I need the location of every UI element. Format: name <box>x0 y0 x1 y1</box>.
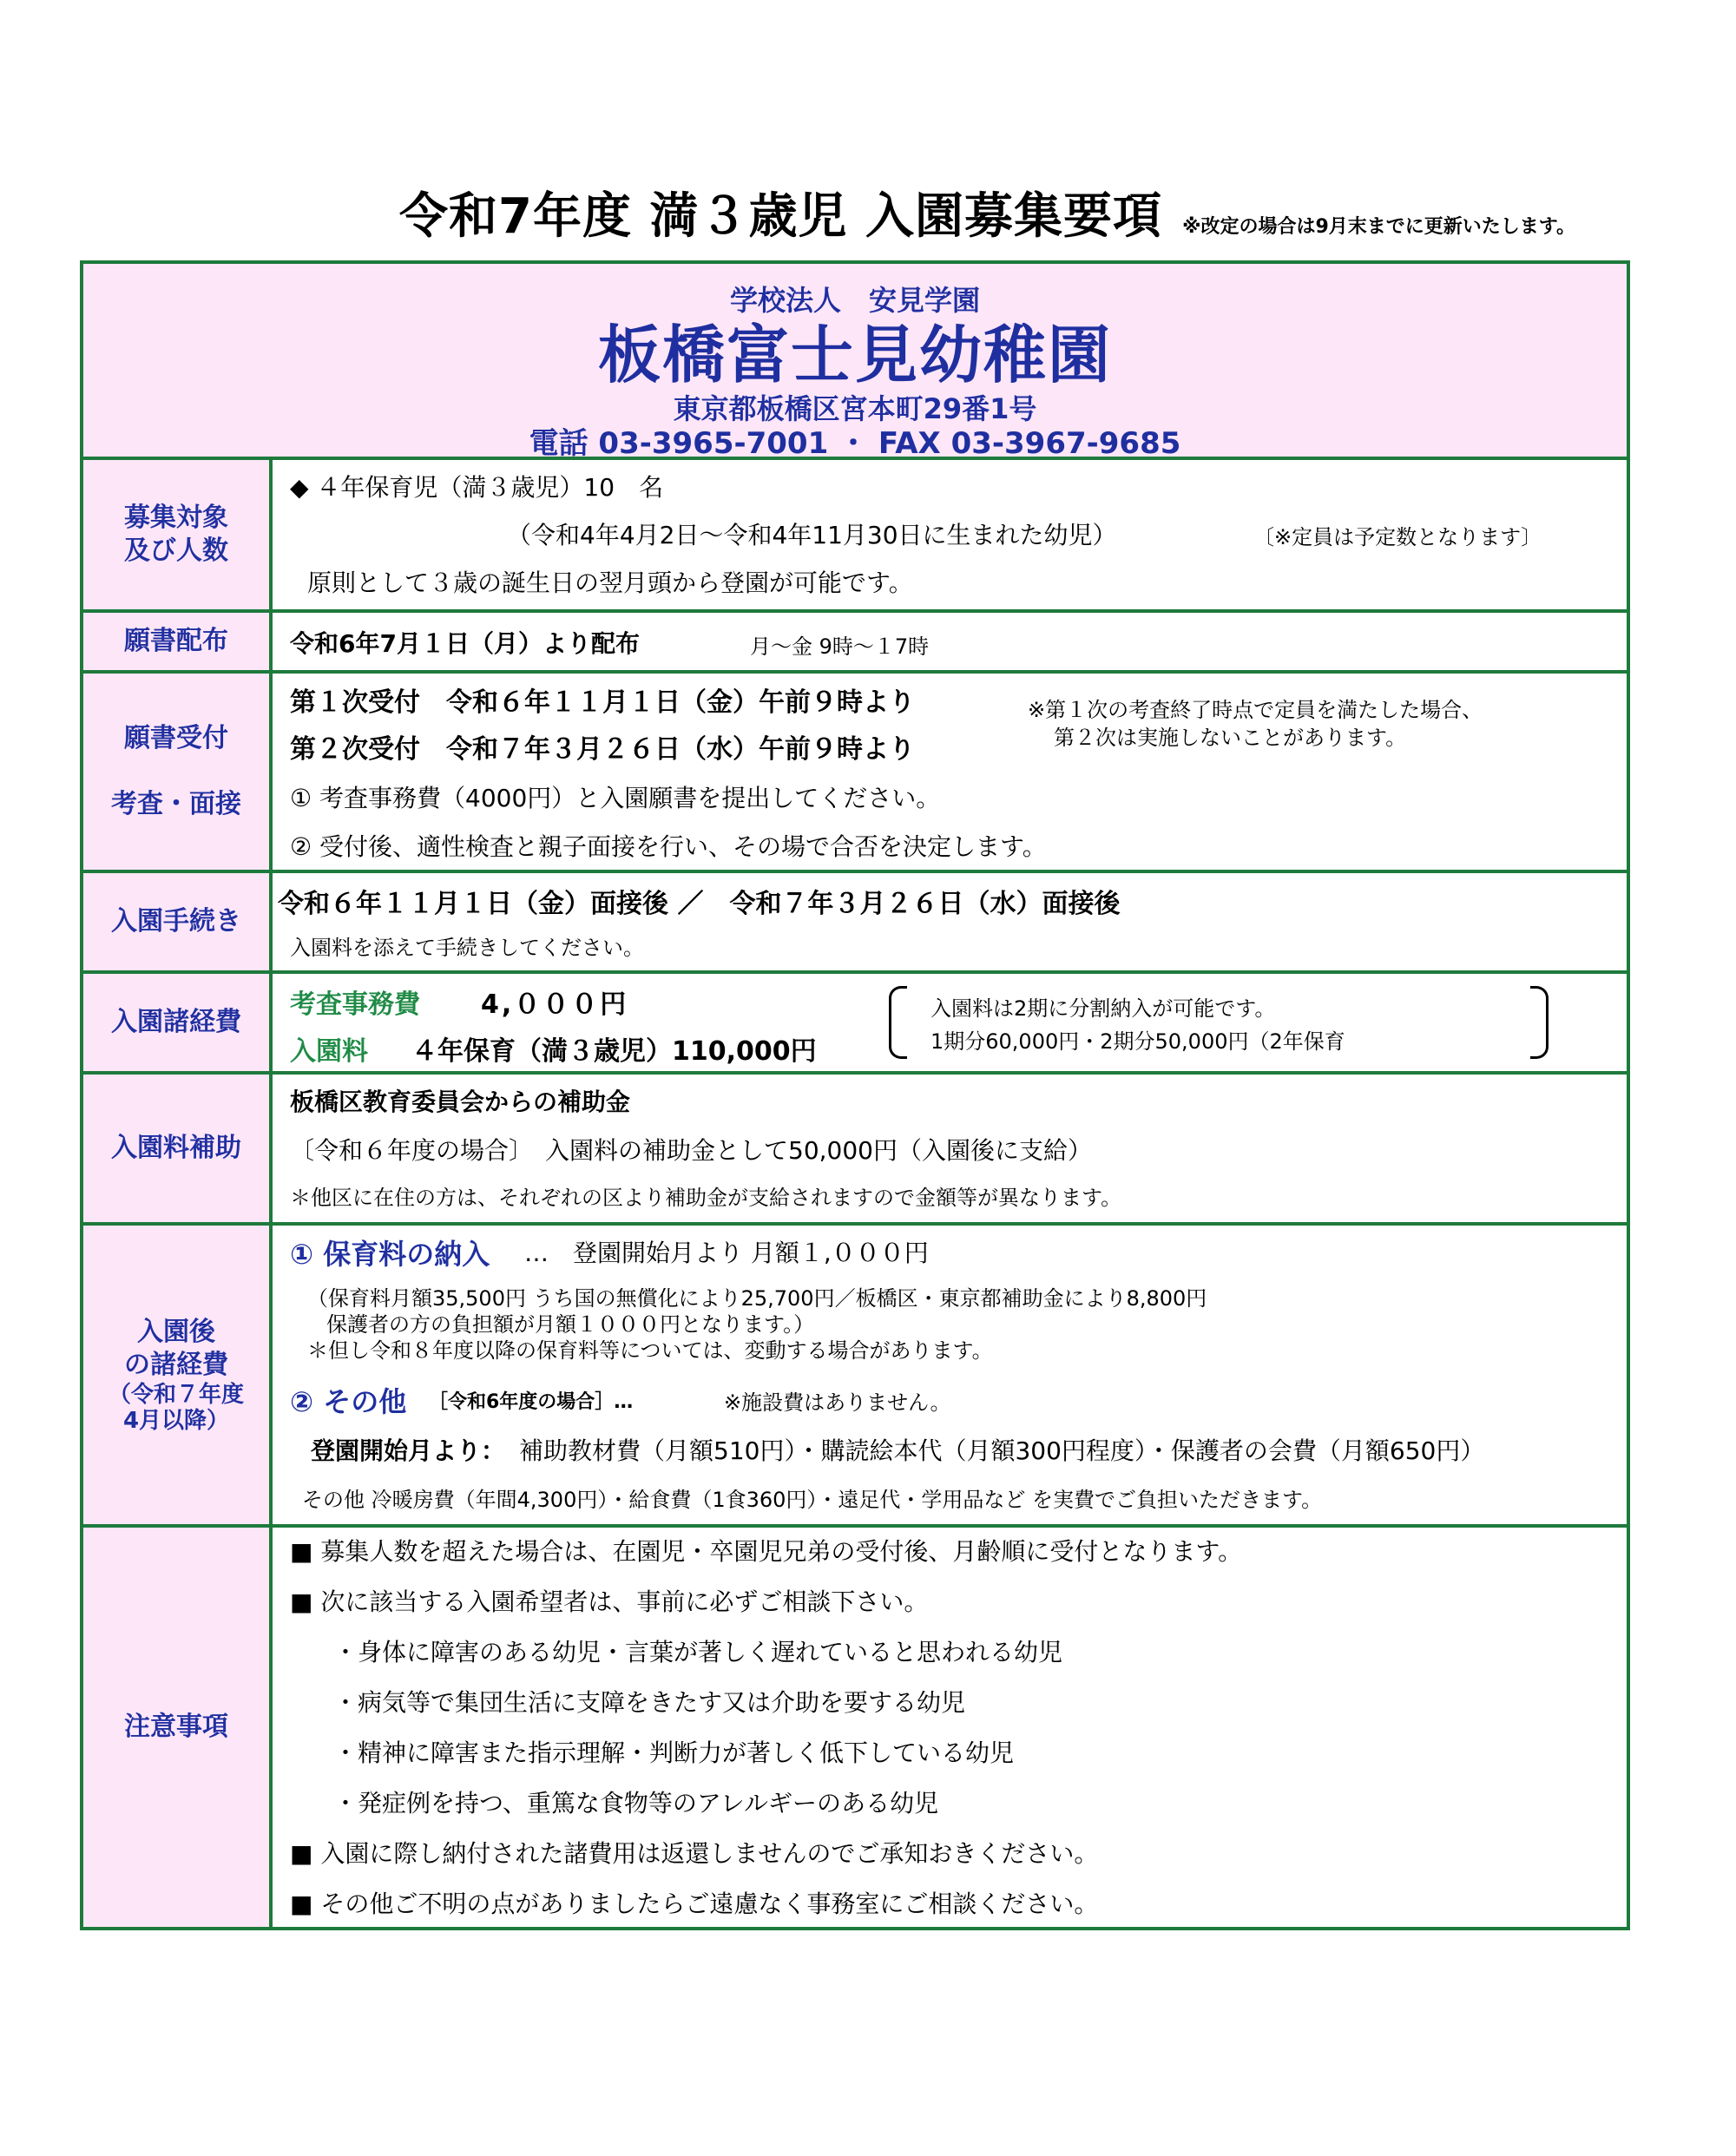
row-target <box>83 460 1627 613</box>
childcare-fee-note-1: （保育料月額35,500円 うち国の無償化により25,700円／板橋区・東京都補助金により8,800円 <box>307 1286 1207 1311</box>
row-acceptance <box>83 674 1627 873</box>
acceptance-step-2: ② 受付後、適性検査と親子面接を行い、その場で合否を決定します。 <box>290 832 1047 861</box>
note-subitem: ・精神に障害また指示理解・判断力が著しく低下している幼児 <box>333 1739 1015 1767</box>
content-fees <box>273 974 1627 1071</box>
school-contact: 電話 03-3965-7001 ・ FAX 03-3967-9685 <box>529 426 1181 461</box>
school-header <box>83 264 1627 460</box>
subsidy-line-3: ＊他区に在住の方は、それぞれの区より補助金が支給されますので金額等が異なります。 <box>290 1186 1122 1210</box>
content-acceptance <box>273 674 1627 870</box>
label-distribution: 願書配布 <box>83 613 273 670</box>
target-line-3: 原則として３歳の誕生日の翌月頭から登園が可能です。 <box>307 569 913 597</box>
content-notes <box>273 1528 1627 1927</box>
school-corporation: 学校法人 安見学園 <box>729 284 980 317</box>
note-item: ■ その他ご不明の点がありましたらご遠慮なく事務室にご相談ください。 <box>290 1890 1099 1918</box>
label-after-3: （令和７年度 <box>108 1382 244 1408</box>
acceptance-note-1: ※第１次の考査終了時点で定員を満たした場合、 <box>1028 698 1483 722</box>
acceptance-second: 第２次受付 令和７年３月２６日（水）午前９時より <box>290 734 915 765</box>
label-target-2: 及び人数 <box>124 536 228 566</box>
label-target-1: 募集対象 <box>124 503 228 533</box>
childcare-fee-rest: … 登園開始月より 月額１,０００円 <box>524 1239 929 1267</box>
page-title: 令和7年度 満３歳児 入園募集要項 <box>399 188 1162 245</box>
label-acceptance-2: 考査・面接 <box>111 789 241 819</box>
childcare-fee-note-3: ＊但し令和８年度以降の保育料等については、変動する場合があります。 <box>307 1338 993 1363</box>
label-after-1: 入園後 <box>136 1317 215 1347</box>
content-target <box>273 460 1627 609</box>
subsidy-line-1: 板橋区教育委員会からの補助金 <box>290 1088 631 1116</box>
installment-note-2: 1期分60,000円・2期分50,000円（2年保育 <box>930 1029 1345 1054</box>
bracket-left <box>889 986 907 1059</box>
childcare-fee-note-2: 保護者の方の負担額が月額１０００円となります。） <box>326 1312 815 1337</box>
label-after-4: 4月以降） <box>122 1408 230 1434</box>
actual-cost-fees: その他 冷暖房費（年間4,300円）・給食費（1食360円）・遠足代・学用品など を実費でご負担いただきます。 <box>302 1488 1323 1512</box>
row-fees <box>83 974 1627 1075</box>
school-address: 東京都板橋区宮本町29番1号 <box>673 392 1037 425</box>
note-subitem: ・病気等で集団生活に支障をきたす又は介助を要する幼児 <box>333 1688 966 1717</box>
facility-fee-note: ※施設費はありません。 <box>724 1390 951 1415</box>
target-line-2: （令和4年4月2日〜令和4年11月30日に生まれた幼児） <box>507 521 1117 549</box>
target-line-1: ◆ ４年保育児（満３歳児）10 名 <box>290 473 664 502</box>
other-fees-title: ② その他 <box>290 1385 407 1418</box>
label-acceptance <box>83 674 273 870</box>
distribution-date: 令和6年7月１日（月）より配布 <box>290 629 640 658</box>
exam-fee-value: 4,０００円 <box>481 989 629 1020</box>
recruitment-table <box>80 260 1630 1930</box>
target-capacity-note: 〔※定員は予定数となります〕 <box>1253 525 1542 549</box>
label-fees: 入園諸経費 <box>83 974 273 1071</box>
subsidy-line-2: 〔令和６年度の場合〕 入園料の補助金として50,000円（入園後に支給） <box>290 1136 1092 1165</box>
label-after-entry <box>83 1226 273 1524</box>
distribution-hours: 月〜金 9時〜１7時 <box>750 634 930 659</box>
label-target <box>83 460 273 609</box>
label-after-2: の諸経費 <box>123 1350 228 1380</box>
content-distribution <box>273 613 1627 670</box>
entry-fee-value: ４年保育（満３歳児）110,000円 <box>411 1036 817 1067</box>
row-procedure <box>83 873 1627 974</box>
monthly-fees: 補助教材費（月額510円）・購読絵本代（月額300円程度）・保護者の会費（月額650円） <box>519 1436 1485 1465</box>
monthly-fees-lead: 登園開始月より： <box>311 1436 506 1465</box>
note-item: ■ 次に該当する入園希望者は、事前に必ずご相談下さい。 <box>290 1587 929 1616</box>
label-procedure: 入園手続き <box>83 873 273 970</box>
installment-note <box>889 986 1549 1059</box>
title-note: ※改定の場合は9月末までに更新いたします。 <box>1182 216 1575 238</box>
note-item: ■ 入園に際し納付された諸費用は返還しませんのでご承知おきください。 <box>290 1839 1099 1868</box>
procedure-instruction: 入園料を添えて手続きしてください。 <box>290 936 644 960</box>
row-distribution <box>83 613 1627 674</box>
row-subsidy <box>83 1075 1627 1226</box>
procedure-dates: 令和６年１１月１日（金）面接後 ／ 令和７年３月２６日（水）面接後 <box>278 889 1121 919</box>
installment-note-1: 入園料は2期に分割納入が可能です。 <box>930 996 1276 1021</box>
label-notes: 注意事項 <box>83 1528 273 1927</box>
content-procedure <box>273 873 1627 970</box>
other-fees-tag: ［令和6年度の場合］… <box>429 1391 634 1413</box>
row-notes <box>83 1528 1627 1927</box>
content-subsidy <box>273 1075 1627 1222</box>
bracket-right <box>1530 986 1549 1059</box>
note-subitem: ・発症例を持つ、重篤な食物等のアレルギーのある幼児 <box>333 1789 939 1817</box>
title-row <box>399 178 1701 247</box>
label-subsidy: 入園料補助 <box>83 1075 273 1222</box>
acceptance-first: 第１次受付 令和６年１１月１日（金）午前９時より <box>290 687 915 718</box>
note-item: ■ 募集人数を超えた場合は、在園児・卒園児兄弟の受付後、月齢順に受付となります。 <box>290 1537 1243 1566</box>
row-after-entry <box>83 1226 1627 1528</box>
entry-fee-label: 入園料 <box>290 1036 368 1067</box>
acceptance-step-1: ① 考査事務費（4000円）と入園願書を提出してください。 <box>290 784 941 812</box>
acceptance-note-2: 第２次は実施しないことがあります。 <box>1054 726 1407 750</box>
label-acceptance-1: 願書受付 <box>124 723 228 753</box>
content-after-entry <box>273 1226 1627 1524</box>
exam-fee-label: 考査事務費 <box>290 989 420 1020</box>
childcare-fee-title: ① 保育料の納入 <box>290 1238 490 1271</box>
note-subitem: ・身体に障害のある幼児・言葉が著しく遅れていると思われる幼児 <box>333 1638 1063 1666</box>
school-name: 板橋富士見幼稚園 <box>597 319 1112 391</box>
